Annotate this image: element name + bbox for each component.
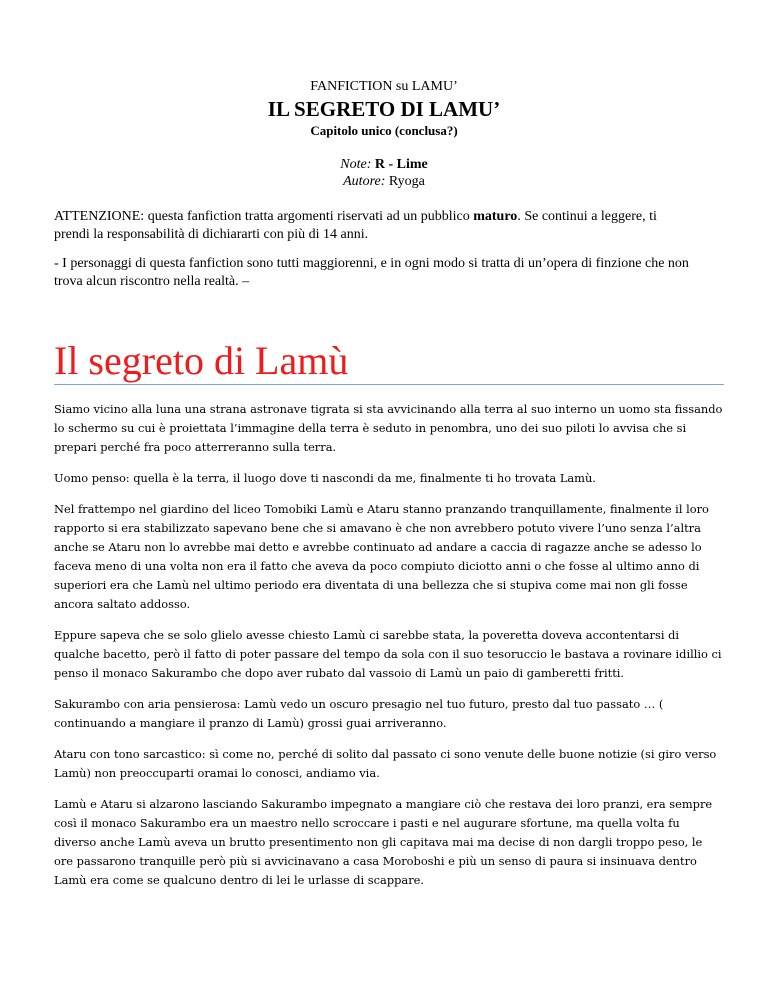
story-body: [54, 400, 724, 902]
story-paragraph: Sakurambo con aria pensierosa: Lamù vedo un oscuro presagio nel tuo futuro, presto dal tuo passato … ( continuando a mangiare il pranzo di Lamù) grossi guai arriveranno.: [54, 697, 664, 730]
document-header: [0, 78, 768, 139]
story-paragraph: Uomo penso: quella è la terra, il luogo dove ti nascondi da me, finalmente ti ho trovata Lamù.: [54, 471, 596, 485]
fiction-disclaimer: - I personaggi di questa fanfiction sono tutti maggiorenni, e in ogni modo si tratta di un’opera di finzione che non trova alcun riscontro nella realtà. –: [54, 256, 689, 289]
story-paragraph: Siamo vicino alla luna una strana astronave tigrata si sta avvicinando alla terra al suo interno un uomo sta fissando lo schermo su cui è proiettata l’immagine della terra è seduto in penombra, uno dei suo piloti lo avvisa che si prepari perché fra poco atterreranno sulla terra.: [54, 402, 723, 454]
chapter-subtitle: Capitolo unico (conclusa?): [310, 123, 458, 138]
story-paragraph: Ataru con tono sarcastico: sì come no, perché di solito dal passato ci sono venute delle buone notizie (si giro verso Lamù) non preoccuparti oramai lo conosci, andiamo via.: [54, 747, 717, 780]
rating-value: R - Lime: [374, 157, 428, 172]
author-line: [0, 173, 768, 190]
heading-underline: [54, 384, 724, 385]
document-title: IL SEGRETO DI LAMU’: [267, 97, 501, 121]
note-label: Note:: [340, 157, 372, 172]
author-label: Autore:: [343, 174, 386, 189]
author-name: Ryoga: [388, 174, 425, 189]
story-paragraph: Lamù e Ataru si alzarono lasciando Sakurambo impegnato a mangiare ciò che restava dei loro pranzi, era sempre così il monaco Sakurambo era un maestro nello scroccare i pasti e nel augurare sfortune, ma quella volta fu diverso anche Lamù aveva un brutto presentimento non gli capitava mai ma decise di non dargli troppo peso, le ore passarono tranquille però più si avvicinavano a casa Moroboshi e più un senso di paura si insinuava dentro Lamù era come se qualcuno dentro di lei le urlasse di scappare.: [54, 797, 713, 887]
warning-bold-word: maturo: [473, 209, 518, 224]
rating-line: [0, 156, 768, 173]
story-heading: Il segreto di Lamù: [54, 338, 349, 383]
warning-text-end: . Se continui a leggere, ti prendi la responsabilità di dichiararti con più di 14 anni.: [54, 209, 657, 242]
story-paragraph: Eppure sapeva che se solo glielo avesse chiesto Lamù ci sarebbe stata, la poveretta doveva accontentarsi di qualche bacetto, però il fatto di poter passare del tempo da sola con il suo tesoruccio le bastava a rovinare idillio ci penso il monaco Sakurambo che dopo aver rubato dal vassoio di Lamù un paio di gamberetti fritti.: [54, 628, 722, 680]
warning-text-start: ATTENZIONE: questa fanfiction tratta argomenti riservati ad un pubblico: [54, 209, 474, 224]
fanfiction-kicker: FANFICTION su LAMU’: [310, 79, 458, 94]
age-warning: [54, 208, 694, 244]
story-paragraph: Nel frattempo nel giardino del liceo Tomobiki Lamù e Ataru stanno pranzando tranquillamente, finalmente il loro rapporto si era stabilizzato sapevano bene che si amavano è che non avrebbero potuto vivere l’uno senza l’altra anche se Ataru non lo avrebbe mai detto e avrebbe continuato ad andare a caccia di ragazze anche se adesso lo faceva meno di una volta non era il fatto che aveva da poco compiuto diciotto anni o che fosse al ultimo anno di superiori era che Lamù nel ultimo periodo era diventata di una bellezza che si stupiva come mai non gli fosse ancora saltato addosso.: [54, 502, 709, 611]
story-metadata: [0, 156, 768, 190]
